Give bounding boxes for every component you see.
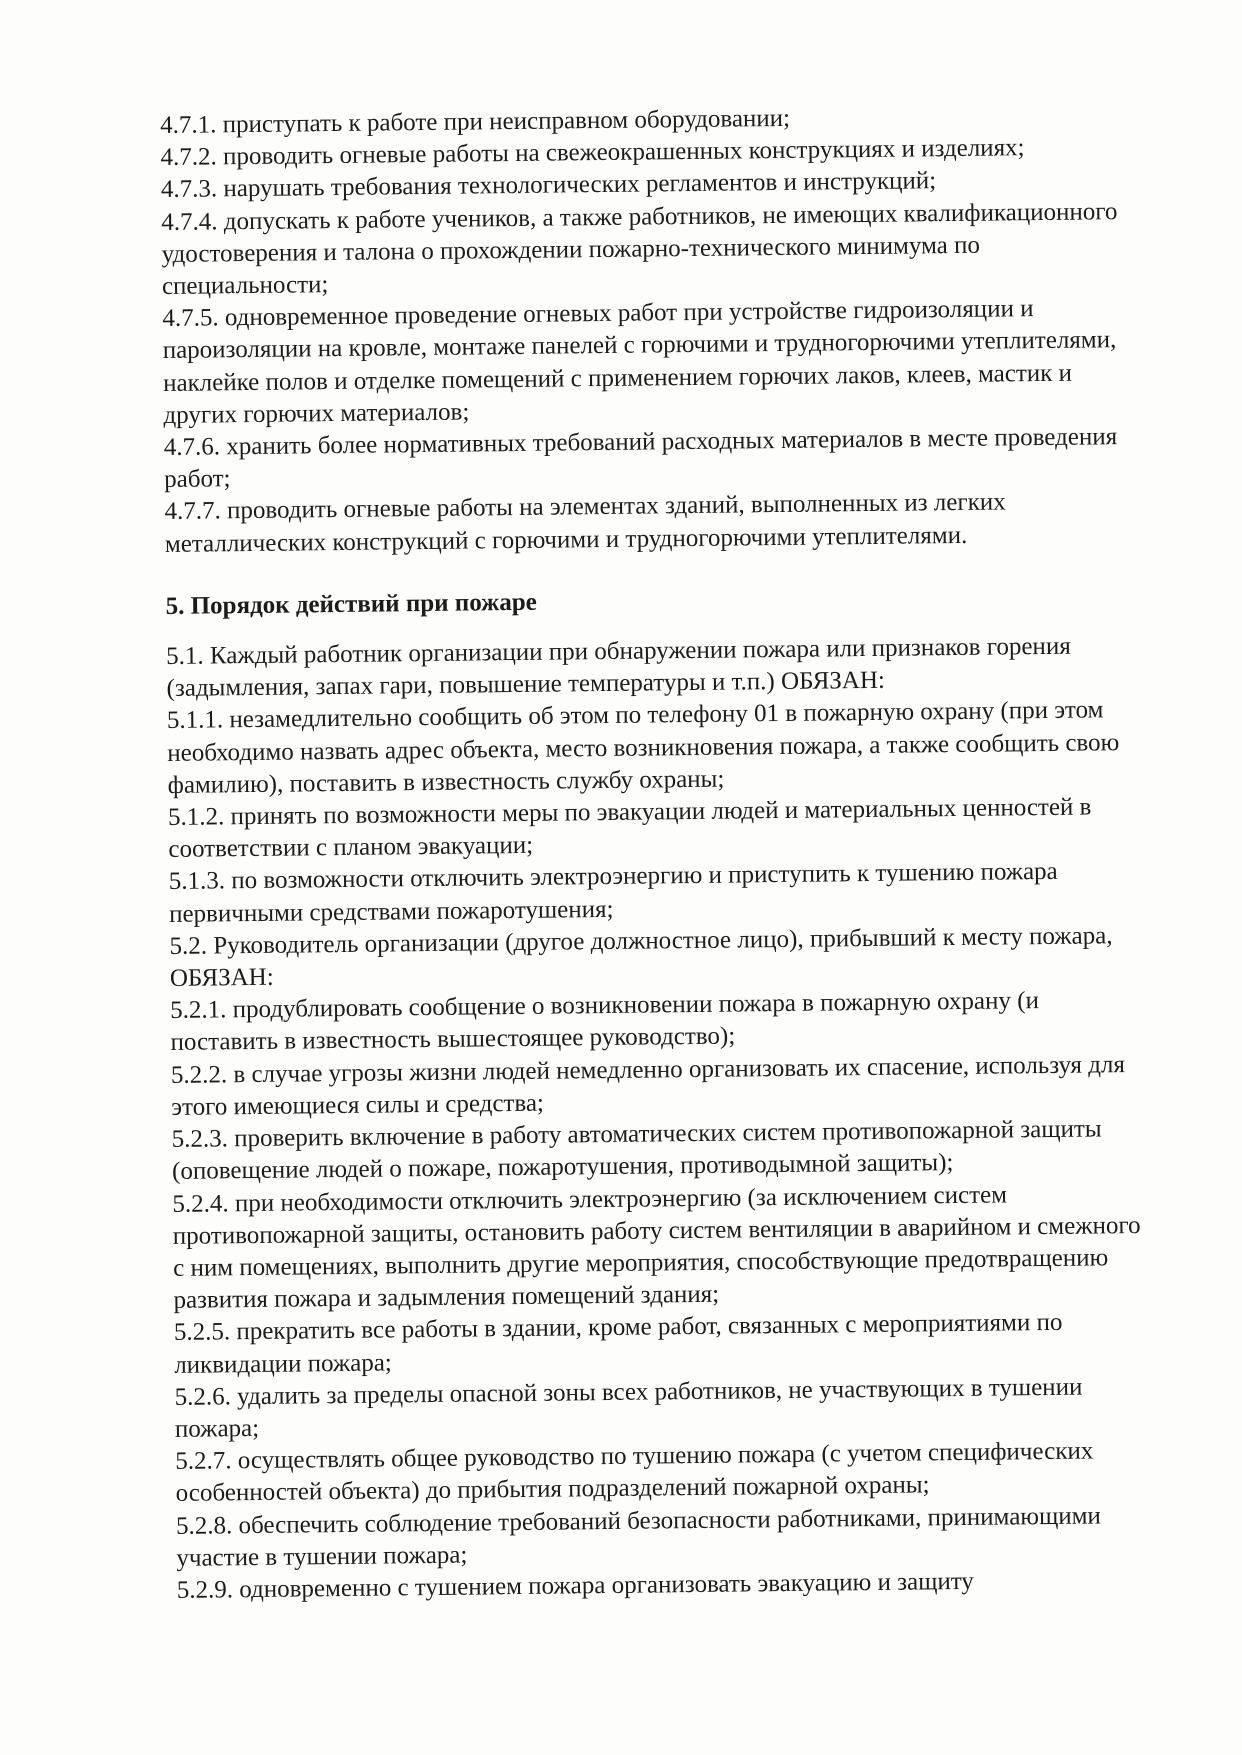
paragraph-5-2-9: 5.2.9. одновременно с тушением пожара организовать эвакуацию и защиту <box>176 1567 975 1604</box>
document-content <box>160 99 1157 1607</box>
section-4-list <box>160 99 1145 561</box>
paragraph-4-7-6: 4.7.6. хранить более нормативных требований расходных материалов в месте проведения работ; <box>163 423 1118 494</box>
paragraph-5-2-3: 5.2.3. проверить включение в работу автоматических систем противопожарной защиты (оповещение людей о пожаре, пожаротушения, противодымной защиты); <box>171 1115 1102 1186</box>
paragraph-5-2-5: 5.2.5. прекратить все работы в здании, кроме работ, связанных с мероприятиями по ликвидации пожара; <box>173 1309 1063 1379</box>
paragraph-4-7-4: 4.7.4. допускать к работе учеников, а также работников, не имеющих квалификационного удостоверения и талона о прохождении пожарно-технического минимума по специальности; <box>161 197 1118 301</box>
paragraph-4-7-3: 4.7.3. нарушать требования технологических регламентов и инструкций; <box>160 167 937 204</box>
paragraph-5-1-2: 5.1.2. принять по возможности меры по эвакуации людей и материальных ценностей в соответствии с планом эвакуации; <box>167 793 1092 864</box>
paragraph-4-7-1: 4.7.1. приступать к работе при неисправном оборудовании; <box>160 104 791 139</box>
paragraph-5-2-8: 5.2.8. обеспечить соблюдение требований безопасности работниками, принимающими участие в тушении пожара; <box>175 1501 1102 1572</box>
paragraph-4-7-7: 4.7.7. проводить огневые работы на элементах зданий, выполненных из легких металлических конструкций с горючими и трудногорючими утеплителями. <box>164 488 1006 558</box>
paragraph-5-2-4: 5.2.4. при необходимости отключить электроэнергию (за исключением систем противопожарной защиты, остановить работу систем вентиляции в аварийном и смежного с ним помещениях, выполнить другие мероприятия, способствующие предотвращению развития пожара и задымления помещений здания; <box>172 1180 1141 1315</box>
paragraph-5-1: 5.1. Каждый работник организации при обнаружении пожара или признаков горения (задымления, запах гари, повышение температуры и т.п.) ОБЯЗАН: <box>166 632 1071 703</box>
paragraph-4-7-2: 4.7.2. проводить огневые работы на свежеокрашенных конструкциях и изделиях; <box>160 134 1025 172</box>
paragraph-4-7-5: 4.7.5. одновременное проведение огневых работ при устройстве гидроизоляции и пароизоляции на кровле, монтаже панелей с горючими и трудногорючими утеплителями, наклейке полов и отделке помещений с применением горючих лаков, клеев, мастик и других горючих материалов; <box>162 295 1117 429</box>
paragraph-5-2-1: 5.2.1. продублировать сообщение о возникновении пожара в пожарную охрану (и поставить в известность вышестоящее руководство); <box>170 987 1040 1057</box>
paragraph-5-1-1: 5.1.1. незамедлительно сообщить об этом по телефону 01 в пожарную охрану (при этом необходимо назвать адрес объекта, место возникновения пожара, а также сообщить свою фамилию), поставить в известность службу охраны; <box>166 696 1120 799</box>
paragraph-5-2-7: 5.2.7. осуществлять общее руководство по тушению пожара (с учетом специфических особенностей объекта) до прибытия подразделений пожарной охраны; <box>175 1437 1094 1508</box>
section-5-heading: 5. Порядок действий при пожаре <box>165 588 537 620</box>
paragraph-5-2-6: 5.2.6. удалить за пределы опасной зоны всех работников, не участвующих в тушении пожара; <box>174 1373 1083 1443</box>
paragraph-5-1-3: 5.1.3. по возможности отключить электроэнергию и приступить к тушению пожара первичными средствами пожаротушения; <box>168 858 1058 928</box>
paragraph-5-2-2: 5.2.2. в случае угрозы жизни людей немедленно организовать их спасение, используя для этого имеющиеся силы и средства; <box>170 1050 1126 1121</box>
paragraph-5-2: 5.2. Руководитель организации (другое должностное лицо), прибывший к месту пожара, ОБЯЗАН: <box>169 922 1113 993</box>
section-5-list <box>166 630 1157 1607</box>
